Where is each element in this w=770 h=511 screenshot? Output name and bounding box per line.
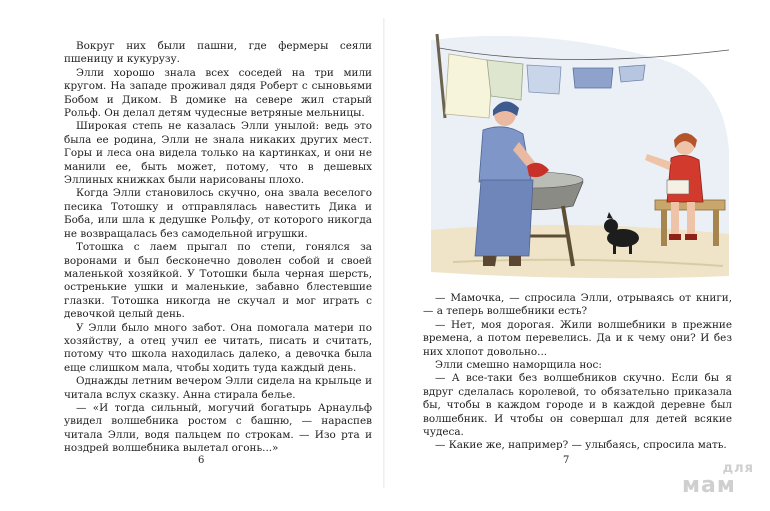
- page-number-right: 7: [563, 455, 570, 466]
- book-in-hands: [667, 180, 689, 194]
- paragraph: Однажды летним вечером Элли сидела на крыльце и читала вслух сказку. Анна стирала белье.: [64, 375, 372, 401]
- paragraph: — А все-таки без волшебников скучно. Если бы я вдруг сделалась королевой, то обязательно приказала бы, чтобы в каждом городе и в каждой деревне был волшебник. И чтобы он совершал для детей всякие чудеса.: [423, 372, 732, 439]
- paragraph: — Мамочка, — спросила Элли, отрываясь от книги, — а теперь волшебники есть?: [423, 292, 732, 318]
- paragraph: Когда Элли становилось скучно, она звала веселого песика Тотошку и отправлялась навестить Дика и Боба, или шла к дедушке Рольфу, от которого никогда не возвращалась без самодельной игрушки.: [64, 187, 372, 240]
- paragraph: Широкая степь не казалась Элли унылой: ведь это была ее родина, Элли не знала никаких других мест. Горы и леса она видела только на картинках, и они не манили ее, быть может, потому, что в дешевых Эллиных книжках были нарисованы плохо.: [64, 120, 372, 187]
- paragraph: У Элли было много забот. Она помогала матери по хозяйству, а отец учил ее читать, писать и считать, потому что школа находилась далеко, а девочка была еще слишком мала, чтобы ходить туда каждый день.: [64, 321, 372, 374]
- paragraph: Тотошка с лаем прыгал по степи, гонялся за воронами и был бесконечно доволен собой и своей маленькой хозяйкой. У Тотошки была черная шерсть, остренькие ушки и маленькие, забавно блестевшие глазки. Тотошка никогда не скучал и мог играть с девочкой целый день.: [64, 241, 372, 321]
- watermark-line-2: мам: [682, 473, 736, 498]
- paragraph: Вокруг них были пашни, где фермеры сеяли пшеницу и кукурузу.: [64, 40, 372, 66]
- laundry-sheet: [445, 54, 493, 118]
- right-page: [385, 0, 770, 511]
- paragraph: — Нет, моя дорогая. Жили волшебники в прежние времена, а потом перевелись. Да и к чему они? И без них хлопот довольно...: [423, 318, 732, 358]
- left-page-text: [64, 40, 372, 456]
- paragraph: Элли смешно наморщила нос:: [435, 359, 602, 372]
- paragraph: Элли хорошо знала всех соседей на три мили кругом. На западе проживал дядя Роберт с сыновьями Бобом и Диком. В домике на севере жил старый Рольф. Он делал детям чудесные ветряные мельницы.: [64, 66, 372, 120]
- laundry-cloth: [527, 65, 561, 94]
- page-number-left: 6: [198, 455, 205, 466]
- laundry-shirt: [487, 60, 523, 100]
- laundry-rag: [619, 65, 645, 82]
- paragraph: — Какие же, например? — улыбаясь, спросила мать.: [435, 439, 727, 452]
- paragraph: — «И тогда сильный, могучий богатырь Арнаульф увидел волшебника ростом с башню, — нараспев читала Элли, водя пальцем по строкам. — Изо рта и ноздрей волшебника вылетал огонь...»: [64, 401, 372, 455]
- illustration: [423, 30, 733, 285]
- laundry-towel: [573, 68, 613, 88]
- watermark-line-1: для: [722, 461, 754, 476]
- watermark-logo: [682, 462, 754, 497]
- right-page-text: [423, 292, 732, 453]
